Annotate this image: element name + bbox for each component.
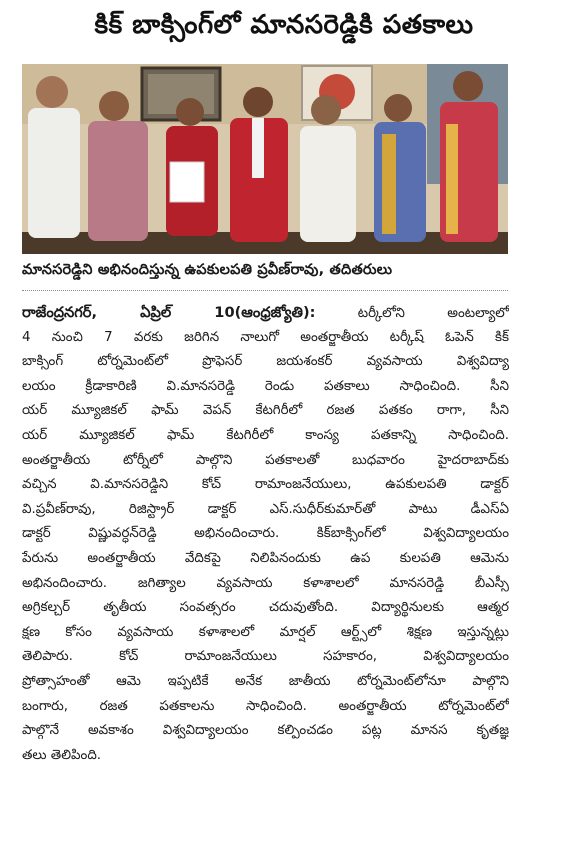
article-lines: [22, 326, 509, 769]
article-line: తలు తెలిపింది.: [22, 747, 102, 763]
dateline: రాజేంద్రనగర్, ఏప్రిల్ 10(ఆంధ్రజ్యోతి):: [22, 304, 316, 321]
certificate: [170, 162, 204, 202]
person-4-head: [243, 87, 273, 117]
person-6-border: [382, 134, 396, 234]
article-line: డాక్టర్ విష్ణువర్ధన్‌రెడ్డి అభినందించారు. కిక్‌బాక్సింగ్‌లో విశ్వవిద్యాలయం: [22, 526, 509, 542]
person-1-head: [36, 76, 68, 108]
person-1-body: [28, 108, 80, 238]
article-line: బాక్సింగ్ టోర్నమెంట్‌లో ప్రొఫెసర్ జయశంకర్ వ్యవసాయ విశ్వవిద్యా: [22, 354, 509, 370]
person-7-head: [453, 71, 483, 101]
person-3-head: [176, 98, 204, 126]
person-6-head: [384, 94, 412, 122]
article-body: [22, 301, 509, 768]
article-line: [22, 301, 509, 326]
article-line: వి.ప్రవీణ్‌రావు, రిజిస్ట్రార్ డాక్టర్ ఎస్.సుధీర్‌కుమార్‌తో పాటు డీఎస్‌ఏ: [22, 501, 509, 517]
person-2-body: [88, 121, 148, 241]
article-line: తెలిపారు. కోచ్ రామాంజనేయులు సహకారం, విశ్వవిద్యాలయం: [22, 649, 509, 665]
article-line: లయం క్రీడాకారిణి వి.మానసరెడ్డి రెండు పతకాలు సాధించింది. సీని: [22, 378, 509, 394]
article-line: ప్రోత్సాహంతో ఆమె ఇప్పటికే అనేక జాతీయ టోర్నమెంట్‌లోనూ పాల్గొని: [22, 673, 509, 689]
person-5-head: [311, 95, 341, 125]
news-photo: [22, 64, 508, 254]
article-line: బంగారు, రజత పతకాలను సాధించింది. అంతర్జాతీయ టోర్నమెంట్‌లో: [22, 698, 509, 714]
article-line: యర్ మ్యూజికల్ ఫామ్ వెపన్ కేటగిరీలో రజత పతకం రాగా, సీని: [22, 403, 509, 419]
person-5-body: [300, 126, 356, 242]
article-line: అభినందించారు. జగిత్యాల వ్యవసాయ కళాశాలలో మానసరెడ్డి బీఎస్సీ: [22, 575, 509, 591]
person-2-head: [99, 91, 129, 121]
person-4-shirt: [252, 118, 264, 178]
photo-caption: మానసరెడ్డిని అభినందిస్తున్న ఉపకులపతి ప్రవీణ్‌రావు, తదితరులు: [22, 262, 393, 278]
person-7-border: [446, 124, 458, 234]
article-line: అగ్రికల్చర్ తృతీయ సంవత్సరం చదువుతోంది. విద్యార్థినులకు ఆత్మర: [22, 600, 509, 616]
article-line: వచ్చిన వి.మానసరెడ్డిని కోచ్ రామాంజనేయులు, ఉపకులపతి డాక్టర్: [22, 477, 509, 493]
article-line: పేరును అంతర్జాతీయ వేదికపై నిలిపినందుకు ఉప కులపతి ఆమెను: [22, 550, 509, 566]
article-line: 4 నుంచి 7 వరకు జరిగిన నాలుగో అంతర్జాతీయ టర్కీష్ ఓపెన్ కిక్: [22, 329, 509, 345]
article-line: పాల్గొనే అవకాశం విశ్వవిద్యాలయం కల్పించడం పట్ల మానస కృతజ్ఞ: [22, 723, 509, 739]
article-line: క్షణ కోసం వ్యవసాయ కళాశాలలో మార్షల్ ఆర్ట్స్‌లో శిక్షణ ఇస్తున్నట్లు: [22, 624, 509, 640]
person-6-body: [374, 122, 426, 242]
article-line: యర్ మ్యూజికల్ ఫామ్ కేటగిరీలో కాంస్య పతకాన్ని సాధించింది.: [22, 427, 509, 443]
photo-illustration: [22, 64, 508, 254]
first-line-text: టర్కీలోని అంటల్యాలో: [315, 306, 509, 321]
article-line: అంతర్జాతీయ టోర్నీలో పాల్గొని పతకాలతో బుధవారం హైదరాబాద్‌కు: [22, 452, 509, 468]
headline: కిక్ బాక్సింగ్‌లో మానసరెడ్డికి పతకాలు: [94, 10, 474, 40]
caption-divider: [22, 290, 508, 291]
